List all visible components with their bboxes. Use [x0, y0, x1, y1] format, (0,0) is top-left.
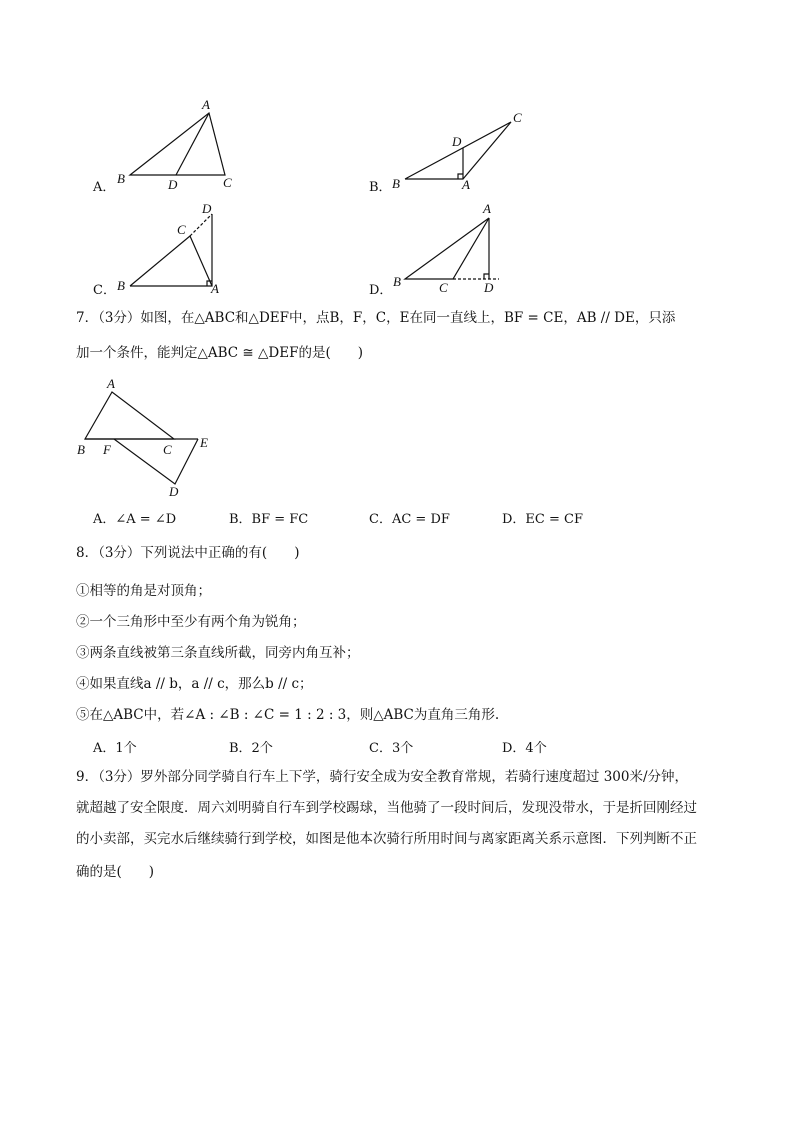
label-e: E — [200, 435, 208, 450]
label-b: B — [393, 274, 401, 289]
q7-figure — [70, 372, 220, 502]
q7-option-b: B．BF = FC — [229, 512, 309, 527]
q6-option-c-label: C． — [93, 283, 116, 298]
q7-stem-line-1: 7．（3分）如图，在△ABC和△DEF中，点B，F，C，E在同一直线上，BF = CE，AB // DE，只添 — [76, 310, 676, 326]
q8-option-b: B．2个 — [229, 741, 273, 756]
label-d: D — [484, 280, 494, 295]
q8-item-2: ②一个三角形中至少有两个角为锐角； — [76, 614, 306, 630]
q8-option-d: D．4个 — [502, 741, 547, 756]
q6-figure-d — [385, 200, 515, 295]
label-c: C — [177, 222, 186, 237]
triangle-abc — [405, 218, 489, 279]
label-c: C — [223, 175, 232, 190]
label-d: D — [168, 177, 178, 192]
label-a: A — [202, 97, 210, 112]
label-a: A — [462, 177, 470, 192]
triangle-bca — [130, 236, 212, 286]
q6-option-b-label: B． — [369, 180, 392, 195]
q8-stem: 8．（3分）下列说法中正确的有( ) — [76, 545, 300, 561]
label-a: A — [483, 201, 491, 216]
q6-figure-a — [110, 95, 250, 195]
q6-option-d-label: D． — [369, 283, 393, 298]
segment-ad — [176, 113, 209, 175]
q7-option-d: D．EC = CF — [502, 512, 583, 527]
label-d: D — [169, 484, 179, 499]
dashed-cd — [190, 214, 212, 236]
label-f: F — [103, 442, 111, 457]
label-d: D — [452, 134, 462, 149]
triangle-fde — [114, 439, 198, 484]
label-c: C — [439, 280, 448, 295]
q7-option-a: A．∠A = ∠D — [93, 512, 177, 527]
triangle-abc — [405, 122, 511, 179]
q9-stem-line-1: 9．（3分）罗外部分同学骑自行车上下学，骑行安全成为安全教育常规，若骑行速度超过 300米/分钟， — [76, 769, 689, 785]
q7-option-c: C．AC = DF — [369, 512, 450, 527]
label-d: D — [202, 201, 212, 216]
label-a: A — [107, 376, 115, 391]
q8-item-3: ③两条直线被第三条直线所截，同旁内角互补； — [76, 645, 360, 661]
label-b: B — [77, 442, 85, 457]
label-b: B — [392, 176, 400, 191]
triangle-abc — [130, 113, 225, 175]
q8-item-5: ⑤在△ABC中，若∠A : ∠B : ∠C = 1 : 2 : 3，则△ABC为直角三角形. — [76, 707, 500, 723]
label-b: B — [117, 171, 125, 186]
label-b: B — [117, 278, 125, 293]
q7-stem-line-2: 加一个条件，能判定△ABC ≅ △DEF的是( ) — [76, 345, 363, 361]
right-angle-mark — [484, 274, 489, 279]
q9-stem-line-2: 就超越了安全限度．周六刘明骑自行车到学校踢球，当他骑了一段时间后，发现没带水，于是折回刚经过 — [76, 800, 697, 816]
q8-item-4: ④如果直线a // b，a // c，那么b // c； — [76, 676, 313, 692]
q8-option-c: C．3个 — [369, 741, 414, 756]
label-a: A — [211, 281, 219, 295]
q6-option-a-label: A． — [93, 180, 116, 195]
q6-figure-b — [385, 108, 535, 193]
q9-stem-line-4: 确的是( ) — [76, 864, 155, 880]
label-c: C — [513, 110, 522, 125]
q8-item-1: ①相等的角是对顶角； — [76, 583, 211, 599]
q6-figure-c — [110, 200, 240, 295]
q9-stem-line-3: 的小卖部，买完水后继续骑行到学校，如图是他本次骑行所用时间与离家距离关系示意图．下列判断不正 — [76, 831, 697, 847]
label-c: C — [163, 442, 172, 457]
q8-option-a: A．1个 — [93, 741, 137, 756]
triangle-abc — [85, 392, 174, 439]
